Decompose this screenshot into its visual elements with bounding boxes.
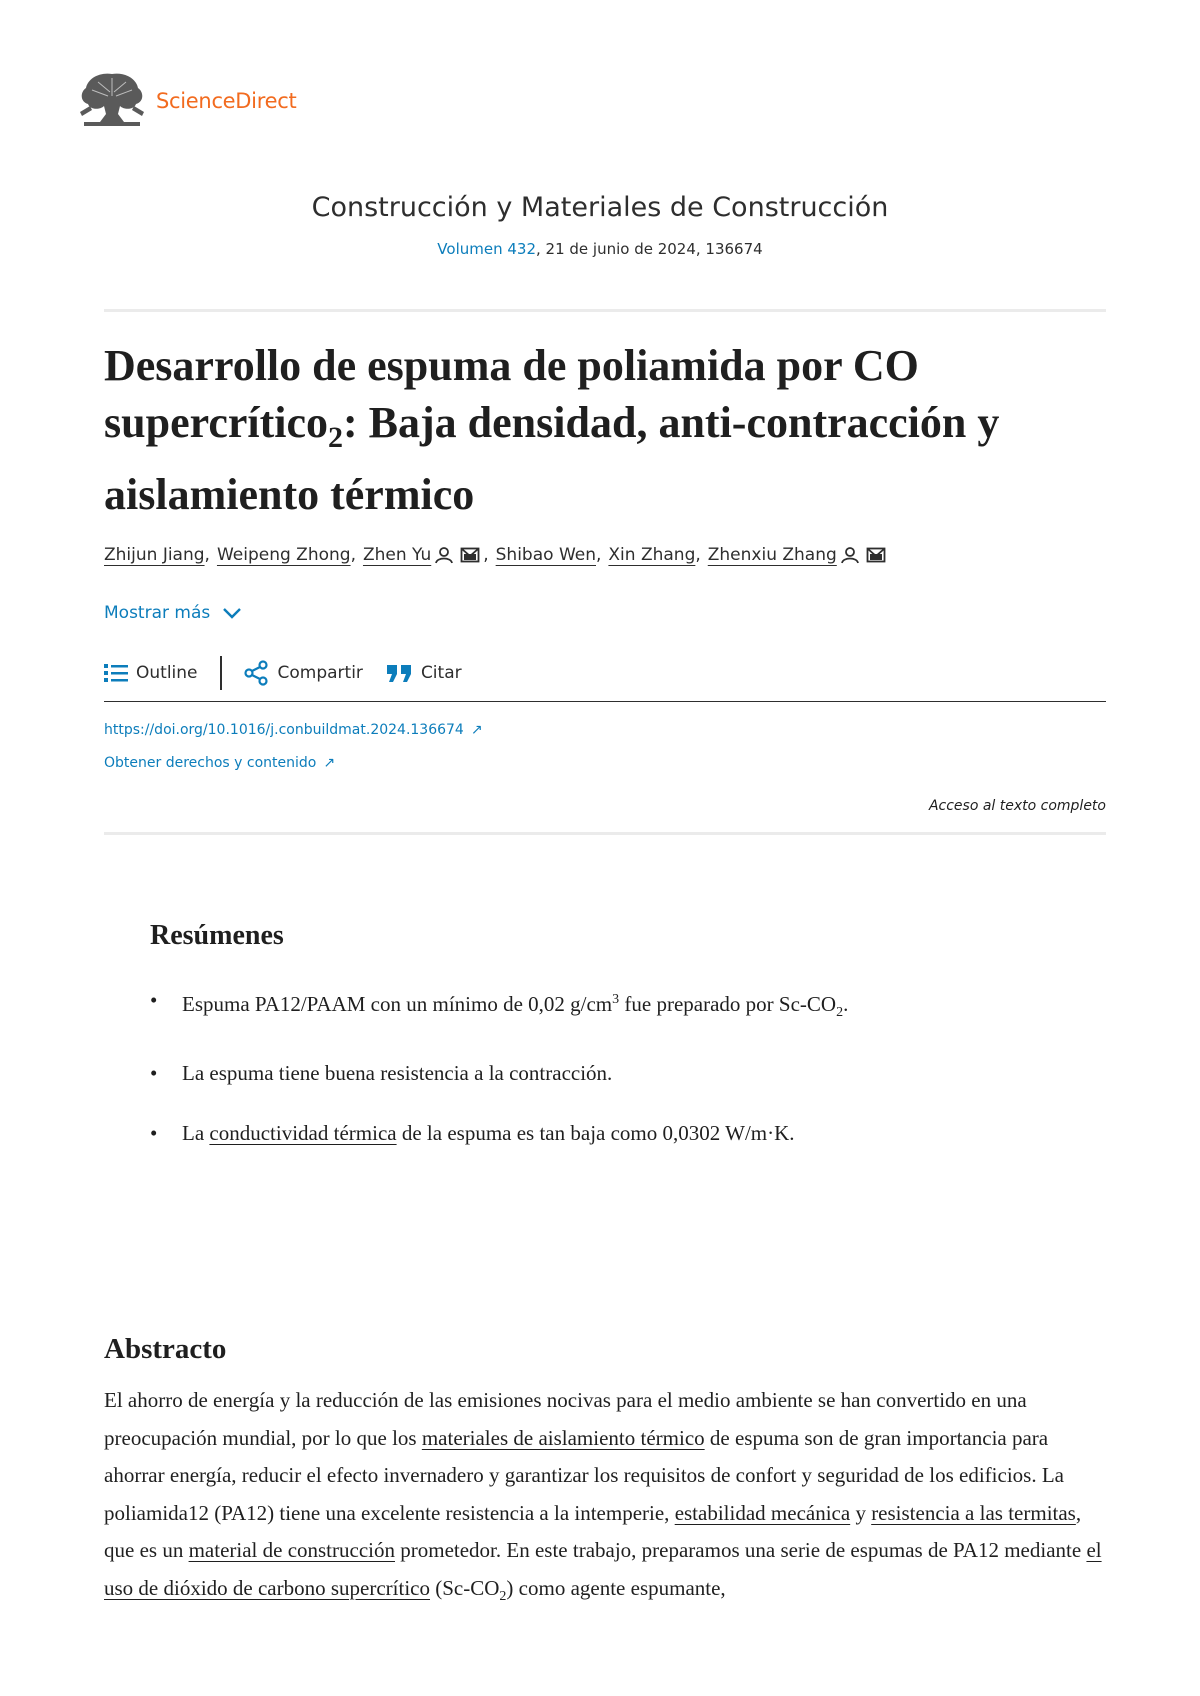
- rights-link[interactable]: [104, 755, 335, 771]
- toolbar-underline: [104, 701, 1106, 702]
- list-item: [150, 1055, 930, 1091]
- subscript: 2: [836, 1005, 844, 1021]
- doi-text: https://doi.org/10.1016/j.conbuildmat.2024.136674: [104, 722, 464, 738]
- title-part1: Desarrollo de espuma de poliamida por CO supercrítico: [104, 341, 919, 447]
- journal-title[interactable]: Construcción y Materiales de Construcción: [311, 192, 889, 223]
- outline-button[interactable]: [104, 663, 198, 683]
- abstract-text: (Sc-CO: [430, 1575, 500, 1600]
- title-part2: : Baja densidad, anti-contracción y aislamiento térmico: [104, 398, 1000, 519]
- volume-line: [0, 240, 1200, 258]
- superscript: 3: [612, 992, 620, 1007]
- share-button[interactable]: [244, 660, 363, 686]
- cite-label: Citar: [420, 663, 462, 683]
- mail-icon[interactable]: [460, 546, 480, 564]
- elsevier-tree-logo: [78, 66, 146, 128]
- external-arrow-icon: ↗: [323, 755, 336, 771]
- show-more-button[interactable]: [104, 603, 242, 623]
- topic-link[interactable]: conductividad térmica: [209, 1121, 397, 1146]
- author-link[interactable]: Shibao Wen: [495, 545, 596, 565]
- doi-link[interactable]: [104, 722, 483, 738]
- person-icon[interactable]: [840, 546, 860, 564]
- cite-button[interactable]: [387, 663, 462, 683]
- author-list: [104, 545, 889, 565]
- abstract-text: El ahorro de energía y la reducción de las emisiones nocivas para el medio ambiente se han convertido en una preocupación mundial, por lo que los: [104, 1388, 1027, 1450]
- highlight-text: de la espuma es tan baja como 0,0302 W/m·K.: [396, 1121, 795, 1146]
- share-icon: [244, 660, 270, 686]
- topic-link[interactable]: material de construcción: [188, 1538, 395, 1562]
- highlight-text: La espuma tiene buena resistencia a la contracción.: [182, 1061, 613, 1086]
- highlights-list: [150, 982, 930, 1175]
- share-label: Compartir: [277, 663, 363, 683]
- show-more-label: Mostrar más: [104, 603, 211, 623]
- author-link[interactable]: Zhijun Jiang: [104, 545, 205, 565]
- chevron-down-icon: [222, 607, 242, 619]
- outline-label: Outline: [136, 663, 198, 683]
- highlight-text: .: [843, 992, 849, 1016]
- quote-icon: [387, 663, 413, 683]
- sciencedirect-logo[interactable]: [78, 66, 296, 128]
- author-separator: ,: [483, 545, 489, 565]
- access-label: Acceso al texto completo: [928, 798, 1106, 814]
- topic-link[interactable]: resistencia a las termitas: [871, 1500, 1076, 1525]
- author-link[interactable]: Zhenxiu Zhang: [707, 545, 837, 565]
- author-separator: ,: [596, 545, 602, 565]
- author-link[interactable]: Xin Zhang: [608, 545, 696, 565]
- brand-name: ScienceDirect: [156, 89, 297, 113]
- highlight-text: fue preparado por Sc-CO: [619, 992, 837, 1016]
- rights-text: Obtener derechos y contenido: [104, 755, 317, 771]
- topic-link[interactable]: el uso de dióxido de carbono supercrítico: [104, 1538, 1102, 1600]
- abstract-text: prometedor. En este trabajo, preparamos una serie de espumas de PA12 mediante: [395, 1538, 1087, 1562]
- author-separator: ,: [695, 545, 701, 565]
- mail-icon[interactable]: [866, 546, 886, 564]
- topic-link[interactable]: materiales de aislamiento térmico: [421, 1425, 705, 1450]
- highlight-text: La: [182, 1121, 210, 1146]
- highlights-heading: Resúmenes: [150, 920, 284, 951]
- list-item: [150, 982, 930, 1031]
- author-link[interactable]: Zhen Yu: [362, 545, 432, 565]
- abstract-text: y: [850, 1500, 872, 1525]
- toolbar-divider: [220, 656, 222, 690]
- author-separator: ,: [350, 545, 356, 565]
- abstract-text: ) como agente espumante,: [506, 1575, 726, 1600]
- highlight-text: Espuma PA12/PAAM con un mínimo de 0,02 g/cm: [182, 992, 613, 1016]
- title-subscript: 2: [328, 420, 344, 454]
- author-separator: ,: [204, 545, 210, 565]
- list-item: [150, 1115, 930, 1151]
- issue-date: , 21 de junio de 2024, 136674: [536, 240, 763, 258]
- topic-link[interactable]: estabilidad mecánica: [674, 1500, 851, 1525]
- article-toolbar: [104, 656, 462, 690]
- volume-link[interactable]: Volumen 432: [437, 240, 536, 258]
- subscript: 2: [499, 1588, 507, 1604]
- divider-bottom: [104, 832, 1106, 835]
- abstract-heading: Abstracto: [104, 1333, 227, 1365]
- author-link[interactable]: Weipeng Zhong: [216, 545, 351, 565]
- abstract-text: de espuma son de gran importancia para ahorrar energía, reducir el efecto invernadero y garantizar los requisitos de confort y seguridad de los edificios. La poliamida12 (PA12) tiene una excelente resistencia a la intemperie,: [104, 1425, 1064, 1525]
- abstract-text: , que es un: [104, 1500, 1082, 1562]
- external-arrow-icon: ↗: [470, 722, 483, 738]
- abstract-paragraph: [104, 1382, 1106, 1615]
- article-title: [104, 337, 1114, 523]
- person-icon[interactable]: [434, 546, 454, 564]
- divider-top: [104, 309, 1106, 312]
- list-icon: [104, 663, 128, 683]
